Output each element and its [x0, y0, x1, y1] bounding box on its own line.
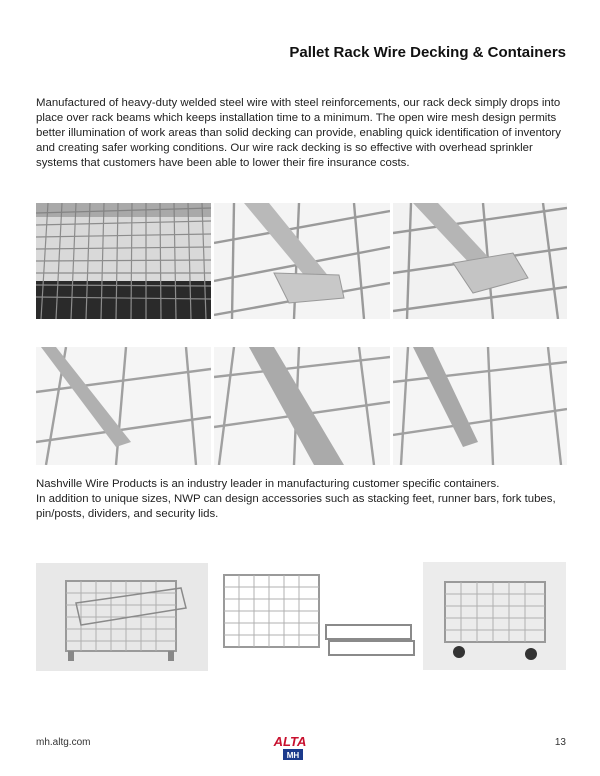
containers-paragraph [36, 477, 566, 522]
wire-deck-overview-photo [36, 203, 211, 319]
wire-deck-angle-support-photo [36, 347, 211, 465]
svg-text:MH: MH [286, 751, 300, 760]
footer-url: mh.altg.com [36, 737, 91, 748]
alta-mh-logo [270, 726, 310, 766]
containers-paragraph-line-2: In addition to unique sizes, NWP can design accessories such as stacking feet, runner bars, fork tubes, pin/posts, dividers, and security lids. [36, 493, 556, 520]
containers-paragraph-line-1: Nashville Wire Products is an industry leader in manufacturing customer specific containers. [36, 478, 500, 490]
wire-deck-u-channel-photo [214, 347, 390, 465]
svg-text:ALTA: ALTA [273, 734, 307, 749]
page-title: Pallet Rack Wire Decking & Containers [289, 44, 566, 61]
wire-deck-flared-channel-photo [214, 203, 390, 319]
page-number: 13 [554, 737, 566, 748]
wire-deck-inverted-channel-photo [393, 347, 567, 465]
wire-container-stack-photo [214, 567, 416, 667]
intro-paragraph: Manufactured of heavy-duty welded steel wire with steel reinforcements, our rack deck simply drops into place over rack beams which keeps installation time to a minimum. The open wire mesh design permits better illumination of work areas than solid decking can provide, enabling quick identification of inventory and creating safer working conditions. Our wire rack decking is so effective with overhead sprinkler systems that customers have been able to lower their fire insurance costs. [36, 97, 561, 169]
wire-container-casters-photo [423, 562, 566, 670]
wire-deck-flared-channel-angle-photo [393, 203, 567, 319]
wire-container-open-gate-photo [36, 563, 208, 671]
